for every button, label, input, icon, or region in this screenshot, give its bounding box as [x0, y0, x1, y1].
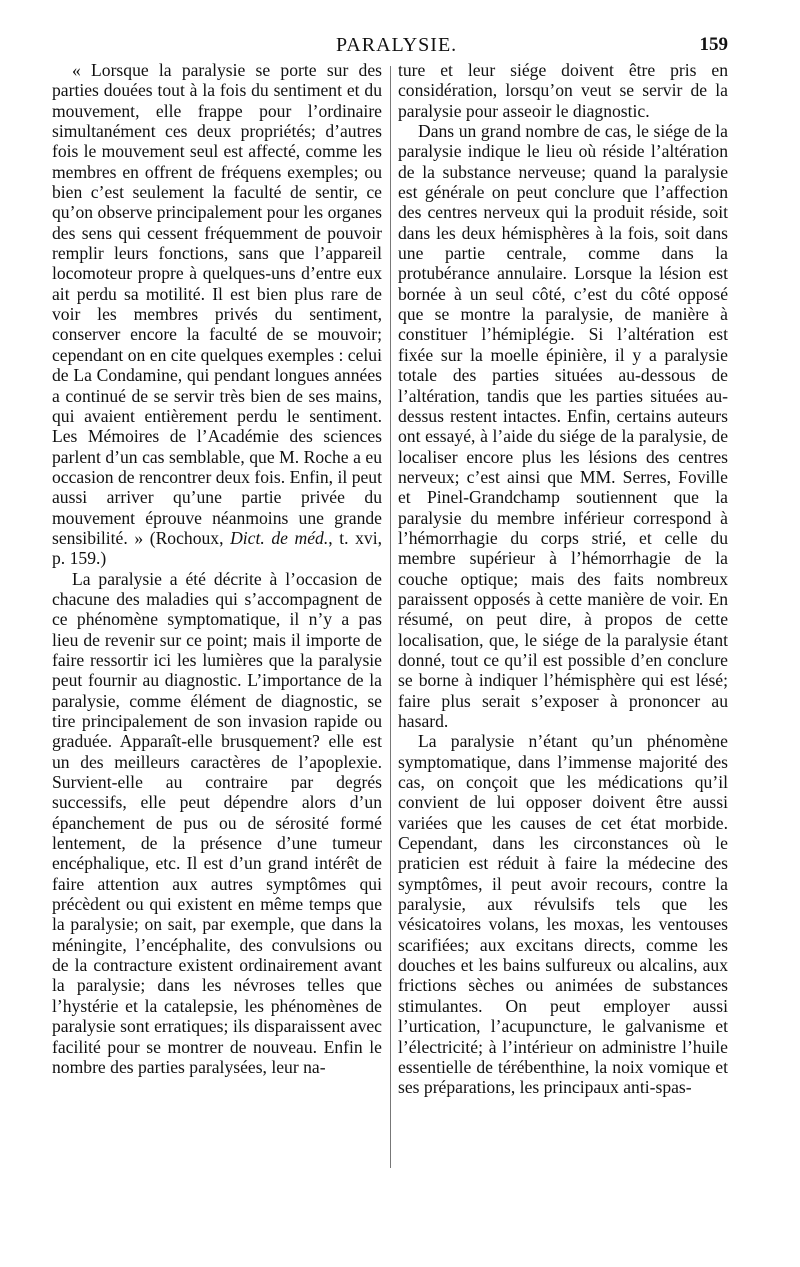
right-column — [398, 60, 728, 1098]
running-title: PARALYSIE. — [336, 34, 458, 56]
paragraph-diagnostic: La paralysie a été décrite à l’occasion de chacune des maladies qui s’accompagnent de ce phénomène symptomatique, il n’y a pas lieu de revenir sur ce point; mais il importe de faire ressortir ici les lumières que la paralysie peut fournir au diagnostic. L’importance de la paralysie, comme élément de diagnostic, se tire principalement de son invasion rapide ou graduée. Apparaît-elle brusquement? elle est un des meilleurs caractères de l’apoplexie. Survient-elle au contraire par degrés successifs, elle peut dépendre alors d’un épanchement de pus ou de sérosité formé lentement, de la présence d’une tumeur encéphalique, etc. Il est d’un grand intérêt de faire attention aux autres symptômes qui précèdent ou qui existent en même temps que la paralysie; on sait, par exemple, que dans la méningite, l’encéphalite, des convulsions ou de la contracture existent ordinairement avant la paralysie; dans les névroses telles que l’hystérie et la catalepsie, les phénomènes de paralysie sont erratiques; ils disparaissent avec facilité pour se montrer de nouveau. Enfin le nombre des parties paralysées, leur na- — [52, 568, 382, 1077]
citation-ref: , t. xvi, p. 159.) — [52, 527, 382, 569]
paragraph-quote — [52, 60, 382, 569]
page-number: 159 — [699, 34, 728, 55]
left-column — [52, 60, 382, 1077]
paragraph-continuation: ture et leur siége doivent être pris en considération, lorsqu’on veut se servir de la paralysie pour asseoir le diagnostic. — [398, 60, 728, 121]
paragraph-treatment: La paralysie n’étant qu’un phénomène symptomatique, dans l’immense majorité des cas, on conçoit que les médications qu’il convient de lui opposer doivent être aussi variées que les causes de cet état morbide. Cependant, dans les circonstances où le praticien est réduit à faire la médecine des symptômes, il peut avoir recours, contre la paralysie, aux révulsifs tels que les vésicatoires volans, les moxas, les ventouses scarifiées; aux excitans directs, comme les douches et les bains sulfureux ou alcalins, aux frictions sèches ou animées de substances stimulantes. On peut employer aussi l’urtication, l’acupuncture, le galvanisme et l’électricité; à l’intérieur on administre l’huile essentielle de térébenthine, la noix vomique et ses préparations, les principaux anti-spas- — [398, 731, 728, 1098]
column-divider — [390, 66, 391, 1168]
citation-title: Dict. de méd. — [230, 527, 329, 548]
paragraph-localisation: Dans un grand nombre de cas, le siége de la paralysie indique le lieu où réside l’altération de la substance nerveuse; quand la paralysie est générale on peut conclure que l’affection des centres nerveux qui la produit réside, soit dans les deux hémisphères à la fois, soit dans une partie centrale, comme dans la protubérance annulaire. Lorsque la lésion est bornée à un seul côté, c’est du côté opposé que se montre la paralysie, de manière à constituer l’hémiplégie. Si l’altération est fixée sur la moelle épinière, il y a paralysie totale des parties situées au-dessous de l’altération, tandis que les parties situées au-dessus restent intactes. Enfin, certains auteurs ont essayé, à l’aide du siége de la paralysie, de localiser encore plus les lésions des centres nerveux; c’est ainsi que MM. Serres, Foville et Pinel-Grandchamp soutiennent que la paralysie du membre inférieur correspond à l’hémorrhagie du corps strié, et celle du membre supérieur à l’hémorrhagie de la couche optique; mais des faits nombreux paraissent opposés à cette manière de voir. En résumé, on peut dire, à propos de cette localisation, que, le siége de la paralysie étant donné, tout ce qu’il est possible d’en conclure se borne à indiquer l’hémisphère qui est lésé; faire plus serait s’exposer à prononcer au hasard. — [398, 121, 728, 731]
running-head — [0, 34, 800, 58]
quote-text: « Lorsque la paralysie se porte sur des parties douées tout à la fois du sentiment et du mouvement, elle frappe pour l’ordinaire simultanément ces deux propriétés; d’autres fois le mouvement seul est affecté, comme les membres en offrent de fréquens exemples; ou bien c’est seulement la faculté de sentir, ce qu’on observe principalement pour les organes des sens qui cessent fréquemment de pouvoir remplir leurs fonctions, sans que l’appareil locomoteur propre à quelques-uns d’entre eux ait perdu sa motilité. Il est bien plus rare de voir les membres privés du sentiment, conserver encore la faculté de se mouvoir; cependant on en cite quelques exemples : celui de La Condamine, qui pendant longues années a continué de se servir très bien de ses mains, qui avaient entièrement perdu le sentiment. Les Mémoires de l’Académie des sciences parlent d’un cas semblable, que M. Roche a eu occasion de rencontrer deux fois. Enfin, il peut aussi arriver qu’une partie privée du mouvement éprouve néanmoins une grande sensibilité. » (Rochoux, — [52, 60, 382, 548]
